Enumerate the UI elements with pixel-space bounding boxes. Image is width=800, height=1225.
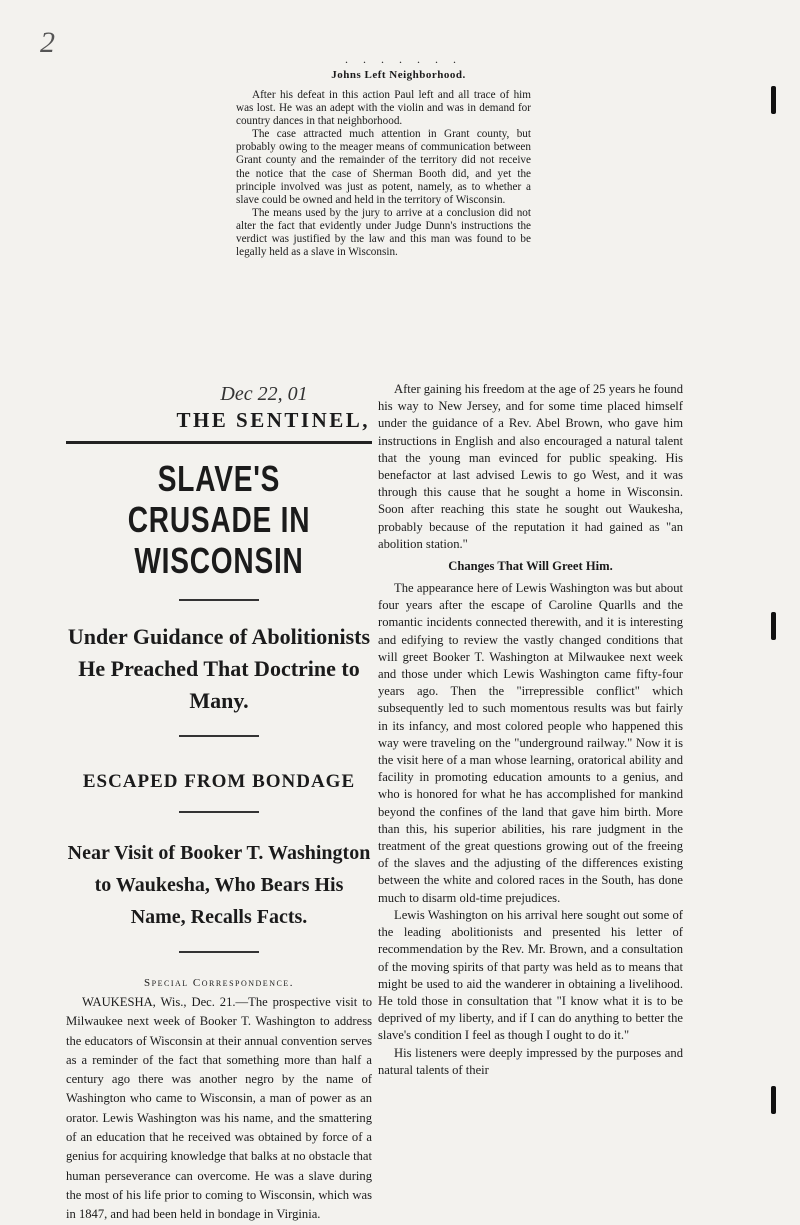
- left-body: [66, 993, 372, 1225]
- masthead-rule: [66, 441, 372, 444]
- top-clipping: [236, 52, 531, 259]
- article-headline: SLAVE'S CRUSADE IN WISCONSIN: [127, 458, 311, 581]
- clip-paragraph: The case attracted much attention in Grant county, but probably owing to the meager means of communication between Grant county and the remainder of the territory did not receive the notice that the case of Sherman Booth did, and yet the principle involved was just as potent, namely, as to whether a slave could be owned and held in the territory of Wisconsin.: [236, 128, 531, 206]
- clip-heading: Johns Left Neighborhood.: [331, 69, 466, 81]
- newspaper-masthead: THE SENTINEL,: [176, 408, 370, 432]
- handwritten-date: Dec 22, 01: [220, 383, 308, 405]
- clip-body: [236, 89, 531, 259]
- section-heading: Changes That Will Greet Him.: [448, 559, 613, 574]
- scan-mark: [771, 1086, 776, 1114]
- body-paragraph: The appearance here of Lewis Washington was but about four years after the escape of Caroline Quarlls and the romantic incidents connected therewith, and it is interesting and edifying to review the vastly changed conditions that will greet Booker T. Washington at Milwaukee next week and those under which Lewis Washington came fifty-four years ago. Then the "irrepressible conflict" which subsequently led to such momentous results was but fairly in its infancy, and most colored people who happened this way were traveling on the "underground railway." Now it is the visit here of a man whose learning, oratorical ability and facility in promoting education amounts to a genius, and who is honored for what he has accomplished for mankind beyond the confines of the land that gave him birth. More than this, his superior abilities, his rare judgment in the treatment of the great questions growing out of the freeing of the slaves and the adjusting of the differences existing between the white and colored races in the South, has done much to disarm old-time prejudices.: [378, 581, 683, 905]
- divider-rule: [179, 951, 259, 953]
- article-deck: Under Guidance of Abolitionists He Preached That Doctrine to Many.: [67, 624, 371, 713]
- article-left-column: [66, 383, 372, 1225]
- clip-dots: . . . . . . .: [345, 52, 462, 66]
- clip-paragraph: The means used by the jury to arrive at a conclusion did not alter the fact that evidently under Judge Dunn's instructions the verdict was justified by the law and this man was found to be legally held as a slave in Wisconsin.: [236, 206, 531, 259]
- body-paragraph: Lewis Washington on his arrival here sought out some of the leading abolitionists and presented his letter of recommendation by the Rev. Mr. Brown, and a consultation of the moving spirits of that party was held as to means that might be used to aid the wanderer in obtaining a livelihood. He told those in consultation that "I know what it is to be deprived of my liberty, and if I can do anything to better the slave's condition I feel as though I ought to do it.": [378, 907, 683, 1043]
- clip-paragraph: After his defeat in this action Paul left and all trace of him was lost. He was an adept with the violin and was in demand for country dances in that neighborhood.: [236, 89, 531, 128]
- right-body-2: [378, 580, 683, 1079]
- article-deck-2: Near Visit of Booker T. Washington to Waukesha, Who Bears His Name, Recalls Facts.: [67, 842, 371, 928]
- divider-rule: [179, 811, 259, 813]
- article-right-column: [378, 381, 683, 1079]
- article-subhead: ESCAPED FROM BONDAGE: [82, 771, 356, 792]
- body-paragraph: WAUKESHA, Wis., Dec. 21.—The prospective visit to Milwaukee next week of Booker T. Washington to address the educators of Wisconsin at their annual convention serves as a reminder of the fact that something more than half a century ago there was another negro by the name of Washington who came to Wisconsin, a man of power as an orator. Lewis Washington was his name, and the smattering of an education that he received was obtained by force of a genius for acquiring knowledge that balks at no obstacle that human perseverance can overcome. He was a slave during the most of his life prior to coming to Wisconsin, which was in 1847, and had been held in bondage in Virginia.: [66, 995, 373, 1222]
- body-paragraph: After gaining his freedom at the age of 25 years he found his way to New Jersey, and for some time placed himself under the guidance of a Rev. Abel Brown, who gave him instructions in English and also encouraged a natural talent that the young man evinced for public speaking. His benefactor at last advised Lewis to go West, and it was through this cause that he sought a home in Wisconsin. Soon after reaching this state he sought out Waukesha, probably because of the reputation it had gained as "an abolition station.": [378, 382, 683, 551]
- body-paragraph: His listeners were deeply impressed by the purposes and natural talents of their: [378, 1045, 683, 1077]
- divider-rule: [179, 599, 259, 601]
- divider-rule: [179, 735, 259, 737]
- byline: Special Correspondence.: [144, 977, 294, 989]
- right-body: [378, 381, 683, 553]
- scan-mark: [771, 86, 776, 114]
- page-number: 2: [40, 26, 55, 59]
- scan-mark: [771, 612, 776, 640]
